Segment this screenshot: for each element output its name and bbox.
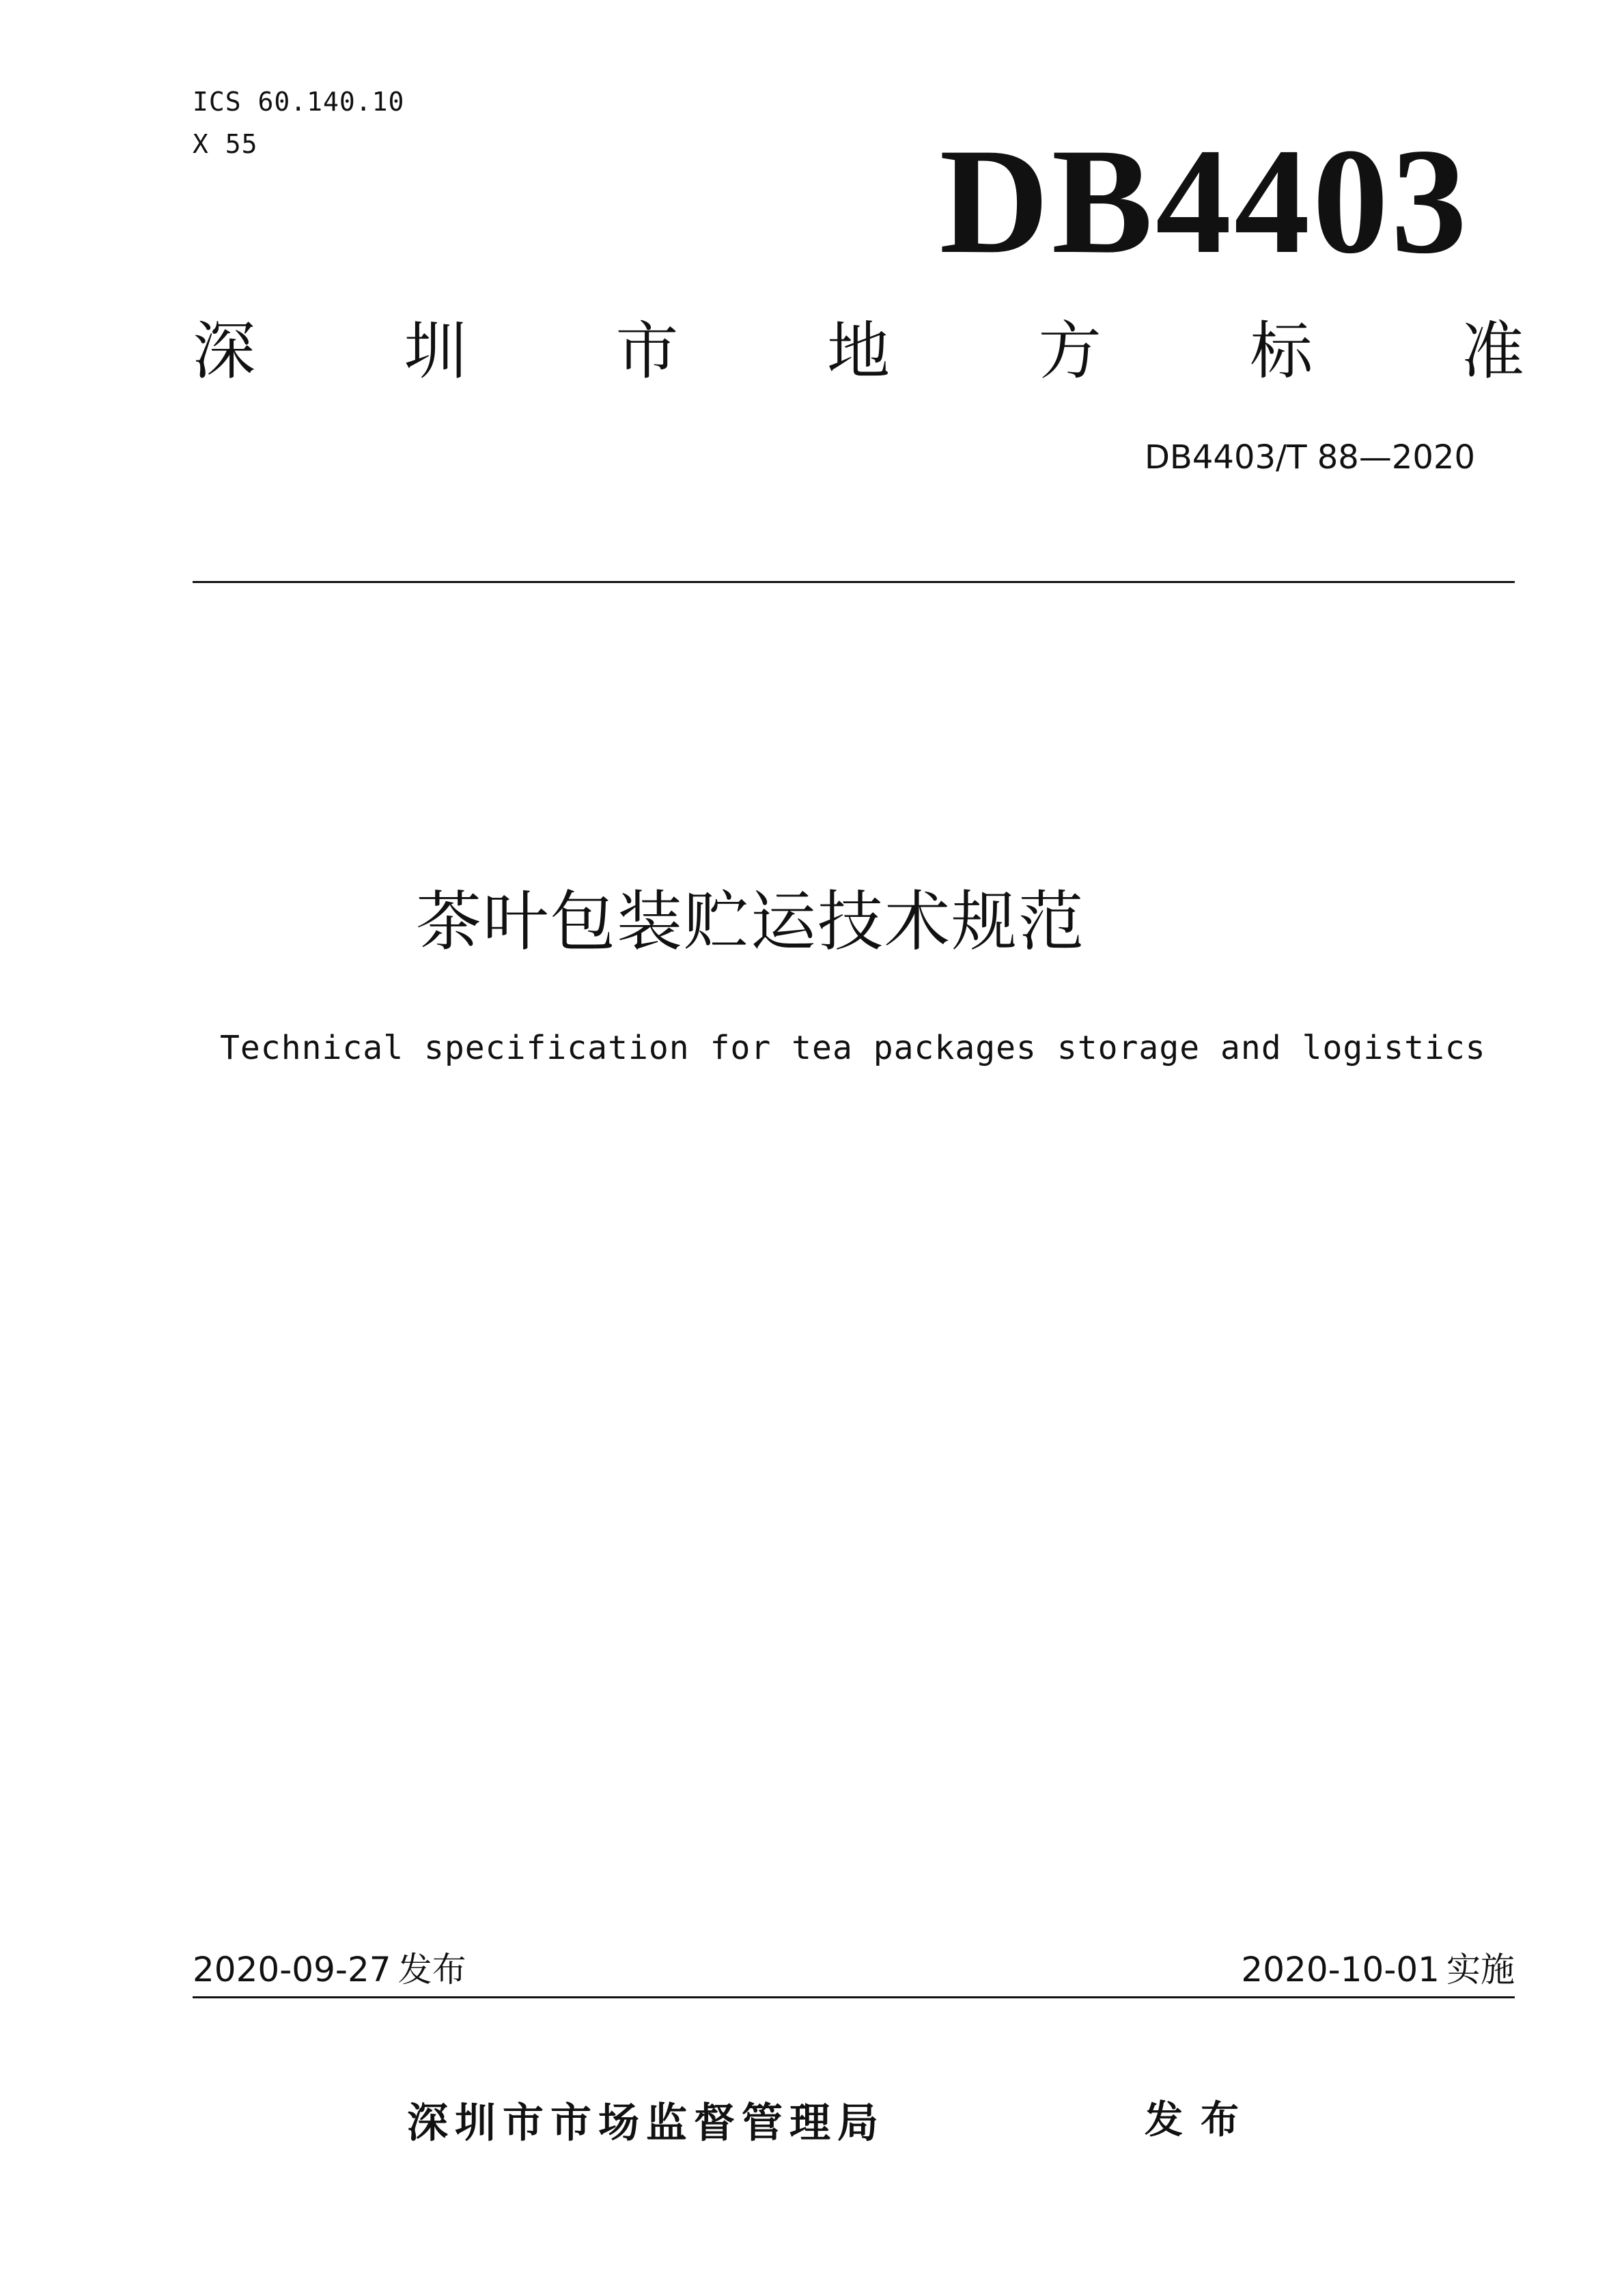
ics-code: ICS 60.140.10: [193, 87, 405, 117]
standard-type-char: 地: [826, 315, 890, 388]
standard-code-mark: DB4403: [939, 117, 1470, 285]
publisher-action: 发布: [1145, 2098, 1257, 2142]
standard-type-heading: [193, 314, 1524, 389]
standard-type-char: 圳: [404, 315, 467, 388]
standard-type-char: 标: [1250, 315, 1313, 388]
bottom-divider: [193, 1996, 1515, 1998]
issue-date-block: [193, 1947, 466, 1992]
issue-date: 2020-09-27: [193, 1950, 391, 1989]
publisher-name: 深圳市市场监督管理局: [407, 2099, 885, 2147]
top-divider: [193, 581, 1515, 583]
standard-type-char: 深: [193, 315, 256, 388]
implement-date-block: [1241, 1947, 1515, 1992]
classification-codes: [193, 81, 404, 165]
issue-label: 发布: [397, 1950, 466, 1989]
implement-label: 实施: [1446, 1950, 1515, 1989]
implement-date: 2020-10-01: [1241, 1950, 1440, 1989]
ccs-code: X 55: [193, 129, 258, 159]
document-title-cn: 茶叶包装贮运技术规范: [416, 883, 1085, 960]
document-title-en: Technical specification for tea packages storage and logistics: [220, 1029, 1486, 1067]
standard-type-char: 方: [1038, 315, 1102, 388]
standard-type-char: 准: [1461, 315, 1524, 388]
standard-type-char: 市: [615, 315, 679, 388]
standard-number: DB4403/T 88—2020: [1144, 438, 1475, 477]
